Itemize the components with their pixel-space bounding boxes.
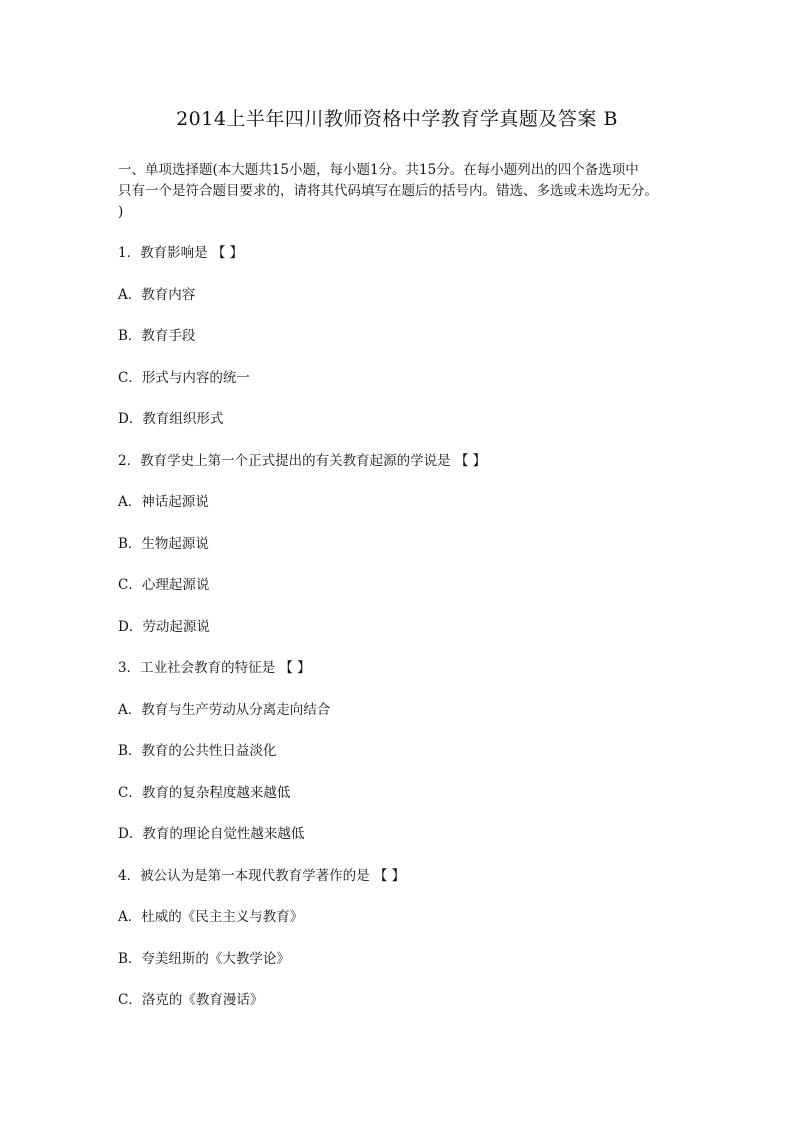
answer-option: A．教育与生产劳动从分离走向结合	[118, 702, 331, 718]
answer-option: C．洛克的《教育漫话》	[118, 992, 264, 1008]
answer-option: B．生物起源说	[118, 536, 209, 552]
answer-option: B．夸美纽斯的《大教学论》	[118, 951, 290, 967]
question-stem: 3．工业社会教育的特征是 【 】	[118, 660, 311, 676]
answer-option: D．教育的理论自觉性越来越低	[118, 826, 305, 842]
answer-option: C．形式与内容的统一	[118, 370, 250, 386]
question-stem: 2．教育学史上第一个正式提出的有关教育起源的学说是 【 】	[118, 453, 487, 469]
question-stem: 4．被公认为是第一本现代教育学著作的是 【 】	[118, 868, 406, 884]
section-intro	[118, 160, 688, 223]
page-title: 2014上半年四川教师资格中学教育学真题及答案 B	[176, 108, 618, 130]
section-intro-line: 一、单项选择题(本大题共15小题，每小题1分。共15分。在每小题列出的四个备选项中	[118, 162, 639, 178]
answer-option: A．杜威的《民主主义与教育》	[118, 909, 304, 925]
section-intro-line: 只有一个是符合题目要求的，请将其代码填写在题后的括号内。错选、多选或未选均无分。	[118, 183, 658, 199]
answer-option: D．教育组织形式	[118, 411, 224, 427]
answer-option: C．心理起源说	[118, 577, 210, 593]
section-intro-line: )	[118, 204, 124, 220]
answer-option: B．教育的公共性日益淡化	[118, 743, 277, 759]
question-stem: 1．教育影响是 【 】	[118, 245, 244, 261]
answer-option: C．教育的复杂程度越来越低	[118, 785, 291, 801]
answer-option: B．教育手段	[118, 328, 196, 344]
answer-option: A．教育内容	[118, 287, 196, 303]
answer-option: D．劳动起源说	[118, 619, 210, 635]
answer-option: A．神话起源说	[118, 494, 209, 510]
